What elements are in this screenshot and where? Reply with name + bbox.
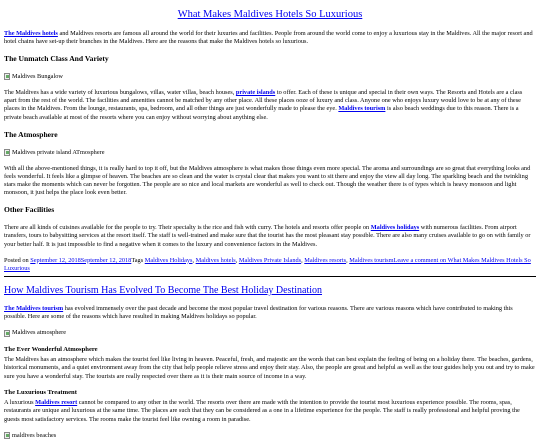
text: is also beach weddings due to this reason. There is a private beach available at most of the resorts where you can enjoy without worrying about anything else. [4, 105, 519, 121]
maldives-tourism-link[interactable]: Maldives tourism [338, 105, 386, 113]
broken-image-beaches [4, 432, 536, 440]
maldives-holidays-link[interactable]: Maldives holidays [370, 224, 420, 232]
paragraph-atmosphere: With all the above-mentioned things, it is really hard to top it off, but the Maldives atmosphere is what makes those things even more special. The aroma and surroundings are so great that everything looks and feels wonderful. It feels like a glimpse of heaven. The beaches are so clean and the water is crystal clear that makes you want to sit there and enjoy the view all day long. The sparkling beach and the twinkling stars make the moments which can never be forgotten. The people are so nice and local markets are wonderful as well to check out. Though the weather there is of types which is heavy monsoon and light monsoon, it just helps the place look even better. [4, 164, 531, 197]
text: to offer. Each of these is unique and special in their own ways. The Resorts and Hotels are a class apart from the rest of the world. The facilities and amenities cannot be matched by any other place. All these places ooze of luxury and class. Anyone one who enjoys luxury would love to be at any of these places in the Maldives. From the lounge, restaurants, spa, bedroom, and all other things are just wonderfully made to please the eye. [4, 89, 523, 113]
paragraph-variety [4, 89, 536, 122]
broken-image-bungalow [4, 73, 536, 81]
broken-image-icon [4, 73, 10, 80]
divider [4, 276, 536, 277]
broken-image-atmosphere [4, 149, 536, 157]
maldives-resort-link[interactable]: Maldives resort [35, 399, 78, 407]
broken-image-icon [4, 432, 10, 439]
post-title-link[interactable]: What Makes Maldives Hotels So Luxurious [177, 9, 363, 20]
broken-image-atmosphere-2 [4, 329, 536, 337]
private-islands-link[interactable]: private islands [235, 89, 276, 97]
heading-luxurious-treatment: The Luxurious Treatment [4, 388, 77, 396]
text: A luxurious [4, 399, 36, 407]
tag-link[interactable]: Maldives tourism [349, 256, 394, 264]
intro-paragraph [4, 30, 536, 46]
post-meta: Posted on September 12, 2018September 12, 2018Tags Maldives Holidays, Maldives hotels, Maldives Private Islands, Maldives resorts, Maldives tourismLeave a comment on What Makes Maldives Hotels So Luxurious [4, 256, 531, 272]
heading-atmosphere: The Atmosphere [4, 129, 58, 139]
posted-on-label: Posted on [4, 256, 31, 264]
broken-image-icon [4, 330, 10, 337]
maldives-tourism-link-2[interactable]: The Maldives tourism [4, 305, 64, 313]
leave-comment-link[interactable]: Leave a comment on What Makes Maldives Hotels So Luxurious [4, 256, 531, 272]
paragraph-facilities [4, 224, 536, 249]
paragraph-luxurious-treatment [4, 399, 536, 424]
text: cannot be compared to any other in the world. The resorts over there are made with the intention to provide the tourist most luxurious experience possible. The rooms, spas, restaurants are unique and luxurious at the same time. The places are such that they can be considered as a one in a lifetime experience for the people. The staff is really professional and helpful proving the guests most satisfactory services. The rooms make the tourist feel like owning a room in paradise. [4, 399, 520, 423]
post-title [4, 8, 536, 22]
tag-link[interactable]: Maldives Holidays [144, 256, 193, 264]
heading-other-facilities: Other Facilities [4, 205, 55, 215]
intro-text-2: has evolved immensely over the past decade and become the most popular travel destination for various reasons. There are various reasons which have contributed to making this possible. Here are some of the reasons which have resulted in making Maldives holidays so popular. [4, 305, 513, 321]
text: with numerous facilities. From airport transfers, tours to babysitting services at the resort itself. The staff is well-trained and make sure that the tourist has the most pleasant stay possible. There are also many cruises available to go on with family or your better half. It is just impossible to find a negative when it comes to the luxury and convenience factors in the Maldives. [4, 224, 531, 248]
image-alt-text: Maldives Bungalow [12, 72, 63, 80]
post-date-link[interactable]: September 12, 2018September 12, 2018 [30, 256, 132, 264]
broken-image-icon [4, 149, 10, 156]
image-alt-text: Maldives private island ATmosphere [12, 148, 105, 156]
post-title-2 [4, 284, 536, 297]
intro-text: and Maldives resorts are famous all around the world for their luxuries and facilities. People from around the world come to enjoy a luxurious stay in the Maldives. All the major resort and hotel chains have set-up their branches in the Maldives. Here are the reasons that make the Maldives hotels so luxurious. [4, 29, 533, 45]
intro-paragraph-2 [4, 305, 536, 321]
heading-unmatched-class: The Unmatch Class And Variety [4, 53, 109, 63]
maldives-hotels-link[interactable]: The Maldives hotels [4, 29, 58, 37]
tag-link[interactable]: Maldives hotels [195, 256, 236, 264]
paragraph-wonderful-atmosphere: The Maldives has an atmosphere which makes the tourist feel like living in heaven. Peaceful, fresh, and majestic are the words that can best explain the feeling of being on a holiday there. The beaches, gardens, historical monuments, and a quiet environment away from the city that help people relieve stress and enjoy their stay. Also, the people are great and helpful as well as the tour guides help you out and try to make sure you have a wonderful stay. The tourists are really respected over there as it is their main source of income in a way. [4, 356, 535, 380]
heading-wonderful-atmosphere: The Ever Wonderful Atmosphere [4, 345, 98, 353]
post-title-2-link[interactable]: How Maldives Tourism Has Evolved To Become The Best Holiday Destination [4, 285, 323, 297]
text: The Maldives has a wide variety of luxurious bungalows, villas, water villas, beach houses, [4, 89, 236, 97]
tag-link[interactable]: Maldives Private Islands [238, 256, 302, 264]
image-alt-text: maldives beaches [12, 431, 57, 439]
image-alt-text: Maldives atmosphere [12, 329, 67, 337]
text: There are all kinds of cuisines available for the people to try. Their specialty is the rice and fish with curry. The hotels and resorts offer people on [4, 224, 371, 232]
tags-label: Tags [131, 256, 145, 264]
tag-link[interactable]: Maldives resorts [304, 256, 347, 264]
